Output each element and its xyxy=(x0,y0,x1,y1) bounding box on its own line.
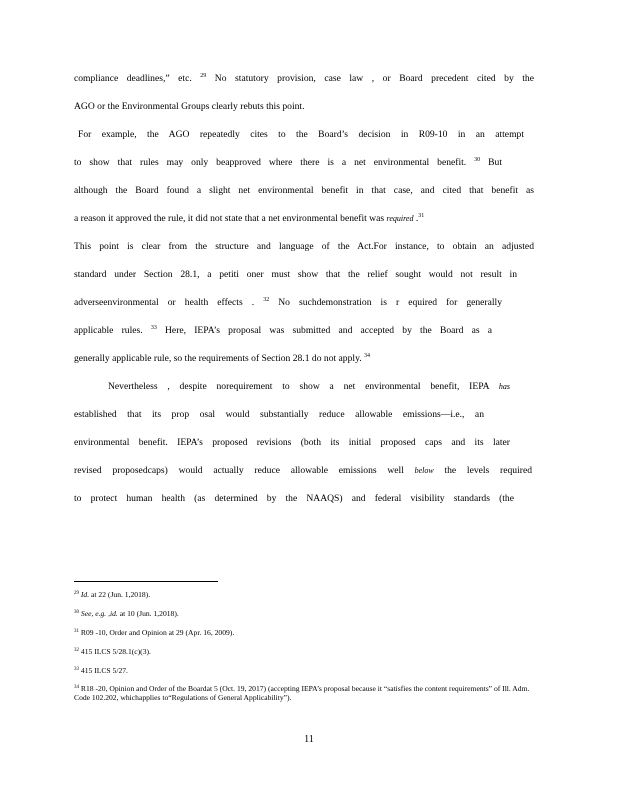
body-line-8: standard under Section 28.1, a petiti oner must show that the relief sought would not result in xyxy=(74,269,517,280)
body-line-7: This point is clear from the structure and language of the Act.For instance, to obtain an adjusted xyxy=(74,241,534,252)
footnote-30: $^{30}$ See, e.g. ,id. at 10 (Jun. 1,2018). xyxy=(74,609,179,618)
body-line-12: Nevertheless , despite norequirement to show a net environmental benefit, IEPA has xyxy=(108,381,510,392)
body-line-3: For example, the AGO repeatedly cites to the Board’s decision in R09-10 in an attempt xyxy=(78,129,524,140)
body-line-14: environmental benefit. IEPA’s proposed revisions (both its initial proposed caps and its later xyxy=(74,437,510,448)
body-line-15: revised proposedcaps) would actually reduce allowable emissions well below the levels required xyxy=(74,465,532,476)
body-line-10: applicable rules. $^{33}$ Here, IEPA’s proposal was submitted and accepted by the Board as a xyxy=(74,325,492,336)
footnote-33: $^{33}$ 415 ILCS 5/27. xyxy=(74,666,128,675)
body-line-6: a reason it approved the rule, it did not state that a net environmental benefit was required .$^{31}$ xyxy=(74,213,425,224)
page-number: 11 xyxy=(304,734,314,745)
body-line-2: AGO or the Environmental Groups clearly rebuts this point. xyxy=(74,101,305,112)
body-line-9: adverseenvironmental or health effects . $^{32}$ No suchdemonstration is r equired for generally xyxy=(74,297,503,308)
body-line-13: established that its prop osal would substantially reduce allowable emissions—i.e., an xyxy=(74,409,484,420)
body-line-11: generally applicable rule, so the requirements of Section 28.1 do not apply. $^{34}$ xyxy=(74,353,371,364)
footnote-34: $^{34}$ R18 -20, Opinion and Order of the Boardat 5 (Oct. 19, 2017) (accepting IEPA’s proposal because it “satisfies the content requirements” of Ill. Adm. Code 102.202, whichapplies to“Regulations of General Applicability”). xyxy=(74,684,530,702)
footnote-32: $^{32}$ 415 ILCS 5/28.1(c)(3). xyxy=(74,647,151,656)
footnote-separator xyxy=(74,581,218,582)
body-line-16: to protect human health (as determined by the NAAQS) and federal visibility standards (the xyxy=(74,493,514,504)
footnote-31: $^{31}$ R09 -10, Order and Opinion at 29 (Apr. 16, 2009). xyxy=(74,628,235,637)
body-line-5: although the Board found a slight net environmental benefit in that case, and cited that benefit as xyxy=(74,185,534,196)
body-line-1: compliance deadlines,” etc. $^{29}$ No statutory provision, case law , or Board precedent cited by the xyxy=(74,73,534,84)
body-line-4: to show that rules may only beapproved where there is a net environmental benefit. $^{30}$ But xyxy=(74,157,502,168)
footnote-29: $^{29}$ Id. at 22 (Jun. 1,2018). xyxy=(74,590,151,599)
